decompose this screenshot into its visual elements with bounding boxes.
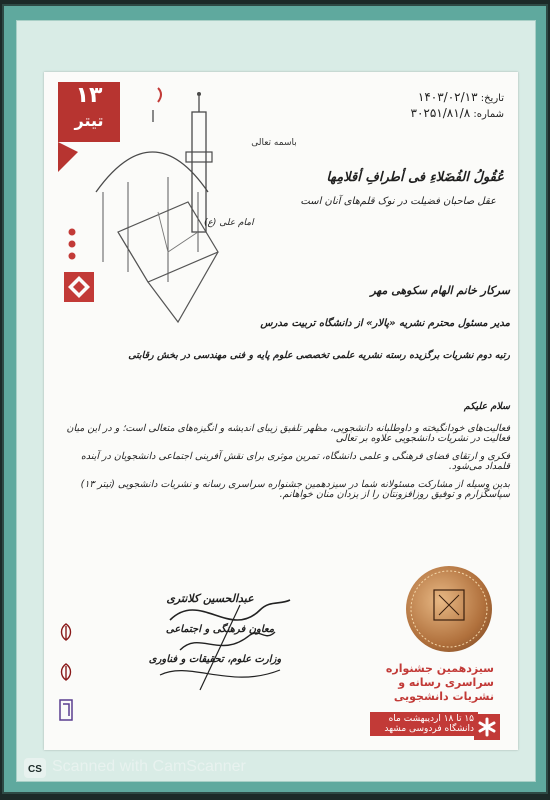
scanner-watermark: Scanned with CamScanner: [52, 758, 246, 775]
university-emblem-icon: [60, 700, 72, 720]
number-label: شماره:: [473, 109, 504, 120]
date-label: تاریخ:: [480, 93, 504, 104]
logo-number: ۱۳: [75, 83, 103, 108]
date-value: ۱۴۰۳/۰۲/۱۳: [417, 90, 478, 104]
certificate: [44, 72, 518, 750]
event-title: [374, 662, 494, 703]
svg-text:CS: CS: [28, 764, 42, 775]
number-value: ۳۰۲۵۱/۸۱/۸: [410, 106, 471, 120]
logo-word: تیتر: [74, 111, 104, 130]
ministry-emblem-icon: [62, 664, 71, 680]
asterisk-logo-icon: [474, 714, 500, 740]
government-emblems: [54, 620, 78, 730]
date-row: [384, 90, 504, 104]
signature-block: [140, 580, 300, 700]
body-line-2: فکری و ارتقای فضای فرهنگی و علمی دانشگاه، تمرین موثری برای نقش آفرینی اجتماعی دانشجویان در آینده قلمداد می‌شود.: [80, 451, 510, 473]
quote-arabic: عُقُولُ الفُضَلاءِ فی أطرافِ أقلامِها: [326, 170, 504, 185]
signatory-name: عبدالحسین کلانتری: [166, 592, 254, 605]
mosque-illustration: [58, 82, 234, 342]
event-venue: دانشگاه فردوسی مشهد: [384, 724, 474, 734]
iran-emblem-icon: [62, 624, 71, 640]
signatory-title: معاون فرهنگی و اجتماعی: [165, 624, 275, 635]
recipient-role: مدیر مسئول محترم نشریه «پالار» از دانشگاه تربیت مدرس: [260, 318, 510, 329]
body-line-3: بدین وسیله از مشارکت مسئولانه شما در سیزدهمین جشنواره سراسری رسانه و نشریات دانشجویی (تیتر ۱۳) سپاسگزارم و توفیق روزافزونتان را از یزدان منان خواهانم.: [80, 479, 510, 501]
greeting: سلام علیکم: [463, 401, 510, 412]
scanner-footer: [0, 752, 550, 784]
number-row: [384, 106, 504, 120]
event-line-2: سراسری رسانه و: [398, 675, 494, 689]
event-dates-banner: [370, 712, 478, 736]
recipient-rank: رتبه دوم نشریات برگزیده رسته نشریه علمی تخصصی علوم پایه و فنی مهندسی در بخش رقابتی: [128, 350, 510, 361]
body-line-1: فعالیت‌های خودانگیخته و داوطلبانه دانشجویی، مظهر تلفیق زیبای اندیشه و انگیزه‌های متعالی است؛ و در این میان فعالیت در نشریات دانشجویی علاوه بر تعالی: [66, 423, 510, 445]
event-dates: ۱۵ تا ۱۸ اردیبهشت ماه: [388, 714, 474, 724]
salutation: باسمه تعالی: [251, 138, 297, 148]
hologram-seal: [406, 566, 492, 652]
festival-logo: [58, 82, 120, 142]
signatory-org: وزارت علوم، تحقیقات و فناوری: [148, 654, 282, 665]
quote-translation: عقل صاحبان فضیلت در نوک قلم‌های آنان است: [300, 196, 496, 207]
event-line-1: سیزدهمین جشنواره: [385, 662, 494, 675]
recipient-name: سرکار خانم الهام سکوهی مهر: [370, 284, 510, 297]
quote-source: امام علی (ع): [204, 218, 254, 228]
camscanner-logo-icon: [24, 758, 46, 778]
event-line-3: نشریات دانشجویی: [393, 689, 494, 703]
